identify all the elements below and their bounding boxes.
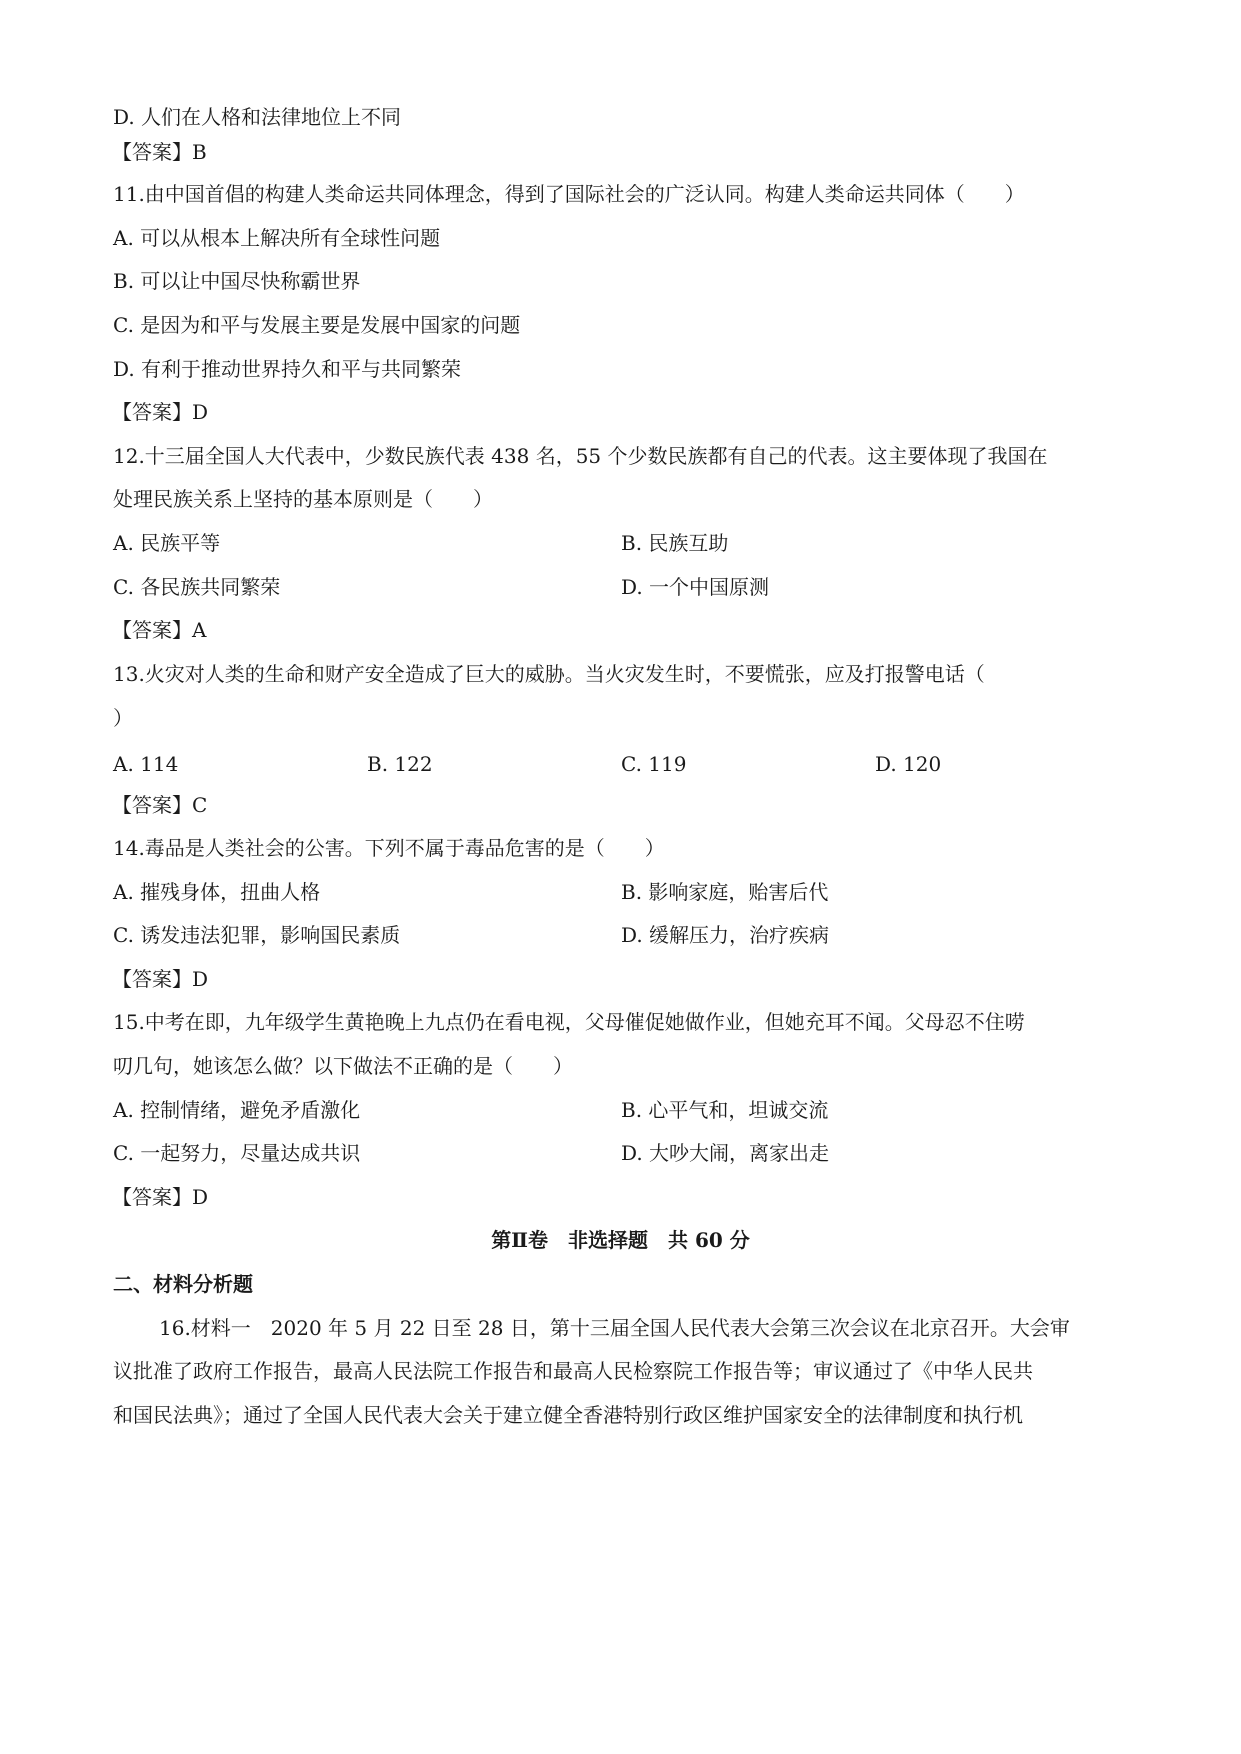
q13-option-c: C. 119: [621, 752, 687, 776]
q14-option-b: B. 影响家庭，贻害后代: [621, 880, 829, 904]
q16-line3: 和国民法典》；通过了全国人民代表大会关于建立健全香港特别行政区维护国家安全的法律制度和执行机: [113, 1403, 1023, 1427]
q12-option-c: C. 各民族共同繁荣: [113, 575, 281, 599]
q16-line1: 16.材料一 2020 年 5 月 22 日至 28 日，第十三届全国人民代表大会第三次会议在北京召开。大会审: [159, 1316, 1070, 1340]
q15-option-b: B. 心平气和，坦诚交流: [621, 1098, 829, 1122]
q11-option-d: D. 有利于推动世界持久和平与共同繁荣: [113, 357, 462, 381]
q15-option-c: C. 一起努力，尽量达成共识: [113, 1141, 361, 1165]
q12-option-b: B. 民族互助: [621, 531, 729, 555]
q10-answer: 【答案】B: [112, 140, 207, 164]
q13-answer: 【答案】C: [112, 793, 208, 817]
q14-option-a: A. 摧残身体，扭曲人格: [113, 880, 321, 904]
q13-option-a: A. 114: [113, 752, 179, 776]
q12-option-a: A. 民族平等: [113, 531, 221, 555]
q11-option-a: A. 可以从根本上解决所有全球性问题: [113, 226, 441, 250]
q15-answer: 【答案】D: [112, 1185, 209, 1209]
q12-answer: 【答案】A: [112, 618, 207, 642]
part2-title: 第Ⅱ卷 非选择题 共 60 分: [491, 1228, 750, 1252]
q11-option-c: C. 是因为和平与发展主要是发展中国家的问题: [113, 313, 521, 337]
q12-stem-line1: 12.十三届全国人大代表中，少数民族代表 438 名，55 个少数民族都有自己的代表。这主要体现了我国在: [113, 444, 1048, 468]
q15-option-d: D. 大吵大闹，离家出走: [621, 1141, 830, 1165]
q14-option-d: D. 缓解压力，治疗疾病: [621, 923, 830, 947]
q14-answer: 【答案】D: [112, 967, 209, 991]
q10-option-d: D. 人们在人格和法律地位上不同: [113, 105, 402, 129]
q15-option-a: A. 控制情绪，避免矛盾激化: [113, 1098, 361, 1122]
q13-stem-line1: 13.火灾对人类的生命和财产安全造成了巨大的威胁。当火灾发生时，不要慌张，应及打报警电话（: [113, 662, 985, 686]
q15-stem-line2: 叨几句，她该怎么做？以下做法不正确的是（ ）: [113, 1054, 573, 1078]
q11-stem: 11.由中国首倡的构建人类命运共同体理念，得到了国际社会的广泛认同。构建人类命运共同体（ ）: [113, 182, 1025, 206]
q11-option-b: B. 可以让中国尽快称霸世界: [113, 269, 361, 293]
q12-option-d: D. 一个中国原测: [621, 575, 770, 599]
q16-line2: 议批准了政府工作报告，最高人民法院工作报告和最高人民检察院工作报告等；审议通过了《中华人民共: [113, 1359, 1033, 1383]
q14-stem: 14.毒品是人类社会的公害。下列不属于毒品危害的是（ ）: [113, 836, 665, 860]
q13-option-b: B. 122: [367, 752, 433, 776]
q14-option-c: C. 诱发违法犯罪，影响国民素质: [113, 923, 401, 947]
q11-answer: 【答案】D: [112, 400, 209, 424]
section-heading: 二、材料分析题: [113, 1272, 253, 1296]
q13-stem-line2: ）: [113, 706, 133, 730]
q15-stem-line1: 15.中考在即，九年级学生黄艳晚上九点仍在看电视，父母催促她做作业，但她充耳不闻。父母忍不住唠: [113, 1010, 1025, 1034]
q13-option-d: D. 120: [875, 752, 942, 776]
q12-stem-line2: 处理民族关系上坚持的基本原则是（ ）: [113, 487, 493, 511]
